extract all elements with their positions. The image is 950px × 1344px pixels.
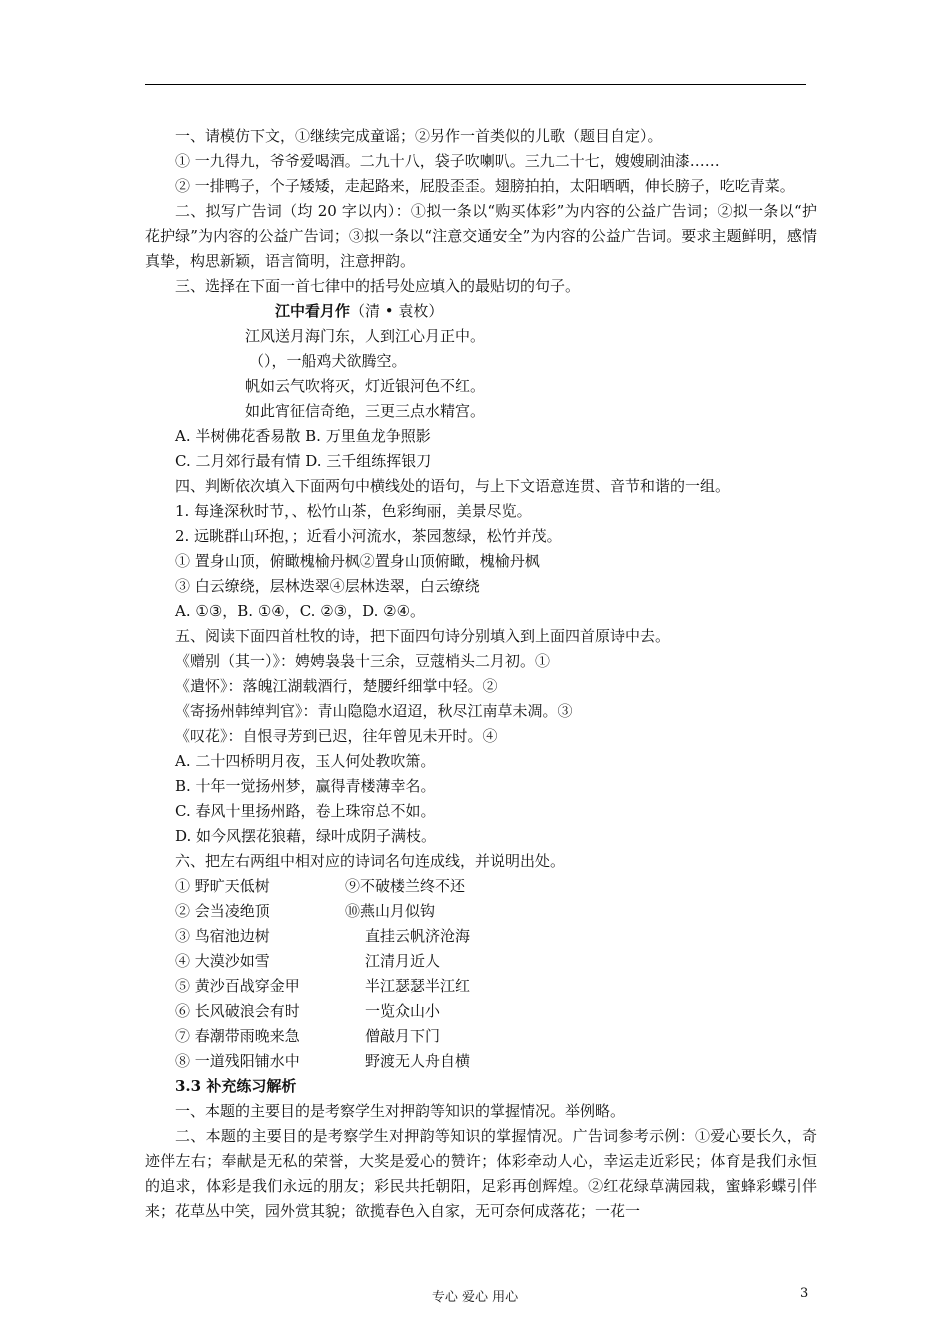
match-row bbox=[145, 949, 817, 974]
match-left: ③ 鸟宿池边树 bbox=[175, 927, 270, 945]
poem-line: （），一船鸡犬欲腾空。 bbox=[249, 352, 407, 370]
match-right: 直挂云帆济沧海 bbox=[365, 927, 471, 945]
text-line: ① 一九得九，爷爷爱喝酒。二九十八，袋子吹喇叭。三九二十七，嫂嫂刷油漆…… bbox=[175, 152, 720, 170]
answer-2: 二、本题的主要目的是考察学生对押韵等知识的掌握情况。广告词参考示例：①爱心要长久，奇迹伴左右；奉献是无私的荣誉，大奖是爱心的赞许；体彩牵动人心，幸运走近彩民；体育是我们永恒的追求，体彩是我们永远的朋友；彩民共托朝阳，足彩再创辉煌。②红花绿草满园栽，蜜蜂彩蝶引伴来；花草丛中笑，园外赏其貌；欲揽春色入自家，无可奈何成落花；一花一 bbox=[145, 1127, 817, 1220]
option-line: D. 如今风摆花狼藉，绿叶成阴子满枝。 bbox=[175, 827, 437, 845]
match-row bbox=[145, 1024, 817, 1049]
match-left: ① 野旷天低树 bbox=[175, 877, 270, 895]
match-left: ④ 大漠沙如雪 bbox=[175, 952, 270, 970]
match-row bbox=[145, 874, 817, 899]
poem-line: 江风送月海门东，人到江心月正中。 bbox=[245, 327, 486, 345]
option-line: C. 二月郊行最有情 D. 三千组练挥银刀 bbox=[175, 452, 432, 470]
text-line: ③ 白云缭绕，层林迭翠④层林迭翠，白云缭绕 bbox=[175, 577, 480, 595]
option-line: A. 半树佛花香易散 B. 万里鱼龙争照影 bbox=[175, 427, 431, 445]
match-right: 江清月近人 bbox=[365, 952, 441, 970]
document-body bbox=[145, 124, 817, 1224]
match-right: 野渡无人舟自横 bbox=[365, 1052, 471, 1070]
poem-line: 如此宵征信奇绝，三更三点水精宫。 bbox=[245, 402, 486, 420]
question-6: 六、把左右两组中相对应的诗词名句连成线，并说明出处。 bbox=[175, 852, 566, 870]
header-rule bbox=[145, 84, 806, 85]
text-line: 2. 远眺群山环抱，；近看小河流水，茶园葱绿，松竹并茂。 bbox=[175, 527, 562, 545]
question-3: 三、选择在下面一首七律中的括号处应填入的最贴切的句子。 bbox=[175, 277, 581, 295]
match-left: ⑤ 黄沙百战穿金甲 bbox=[175, 977, 300, 995]
match-left: ⑥ 长风破浪会有时 bbox=[175, 1002, 300, 1020]
match-row bbox=[145, 1049, 817, 1074]
match-left: ⑧ 一道残阳铺水中 bbox=[175, 1052, 300, 1070]
option-line: A. ①③，B. ①④，C. ②③，D. ②④。 bbox=[175, 602, 426, 620]
option-line: B. 十年一觉扬州梦，赢得青楼薄幸名。 bbox=[175, 777, 436, 795]
question-1: 一、请模仿下文，①继续完成童谣；②另作一首类似的儿歌（题目自定）。 bbox=[175, 127, 663, 145]
match-row bbox=[145, 999, 817, 1024]
match-right: ⑨不破楼兰终不还 bbox=[345, 877, 466, 895]
answer-1: 一、本题的主要目的是考察学生对押韵等知识的掌握情况。举例略。 bbox=[175, 1102, 626, 1120]
option-line: A. 二十四桥明月夜，玉人何处教吹箫。 bbox=[175, 752, 436, 770]
option-line: C. 春风十里扬州路，卷上珠帘总不如。 bbox=[175, 802, 436, 820]
poem-title-text: 江中看月作 bbox=[275, 302, 351, 320]
match-row bbox=[145, 899, 817, 924]
match-row bbox=[145, 924, 817, 949]
question-2: 二、拟写广告词（均 20 字以内）：①拟一条以“购买体彩”为内容的公益广告词；②拟一条以“护花护绿”为内容的公益广告词；③拟一条以“注意交通安全”为内容的公益广告词。要求主题鲜明，感情真挚，构思新颖，语言简明，注意押韵。 bbox=[145, 202, 817, 270]
match-right: 半江瑟瑟半江红 bbox=[365, 977, 471, 995]
text-line: 1. 每逢深秋时节，、松竹山茶，色彩绚丽，美景尽览。 bbox=[175, 502, 532, 520]
match-row bbox=[145, 974, 817, 999]
poem-line: 帆如云气吹将灭，灯近银河色不红。 bbox=[245, 377, 486, 395]
section-heading: 3.3 补充练习解析 bbox=[175, 1077, 297, 1095]
match-right: 僧敲月下门 bbox=[365, 1027, 441, 1045]
poem-entry: 《叹花》：自恨寻芳到已迟，往年曾见未开时。④ bbox=[175, 727, 498, 745]
poem-entry: 《赠别（其一）》：娉娉袅袅十三余，豆蔻梢头二月初。① bbox=[175, 652, 551, 670]
match-right: ⑩燕山月似钩 bbox=[345, 902, 436, 920]
match-right: 一览众山小 bbox=[365, 1002, 441, 1020]
text-line: ② 一排鸭子，个子矮矮，走起路来，屁股歪歪。翅膀拍拍，太阳晒晒，伸长膀子，吃吃青菜。 bbox=[175, 177, 795, 195]
question-4: 四、判断依次填入下面两句中横线处的语句，与上下文语意连贯、音节和谐的一组。 bbox=[175, 477, 731, 495]
poem-entry: 《寄扬州韩绰判官》：青山隐隐水迢迢，秋尽江南草未凋。③ bbox=[175, 702, 573, 720]
poem-entry: 《遣怀》：落魄江湖载酒行，楚腰纤细掌中轻。② bbox=[175, 677, 498, 695]
poem-author: （清 • 袁枚） bbox=[350, 302, 444, 320]
question-5: 五、阅读下面四首杜牧的诗，把下面四句诗分别填入到上面四首原诗中去。 bbox=[175, 627, 671, 645]
text-line: ① 置身山顶，俯瞰槐榆丹枫②置身山顶俯瞰，槐榆丹枫 bbox=[175, 552, 540, 570]
page-number: 3 bbox=[800, 1286, 809, 1301]
page-footer: 专心 爱心 用心 bbox=[431, 1290, 519, 1305]
match-left: ② 会当凌绝顶 bbox=[175, 902, 270, 920]
poem-title bbox=[145, 299, 817, 324]
match-left: ⑦ 春潮带雨晚来急 bbox=[175, 1027, 300, 1045]
